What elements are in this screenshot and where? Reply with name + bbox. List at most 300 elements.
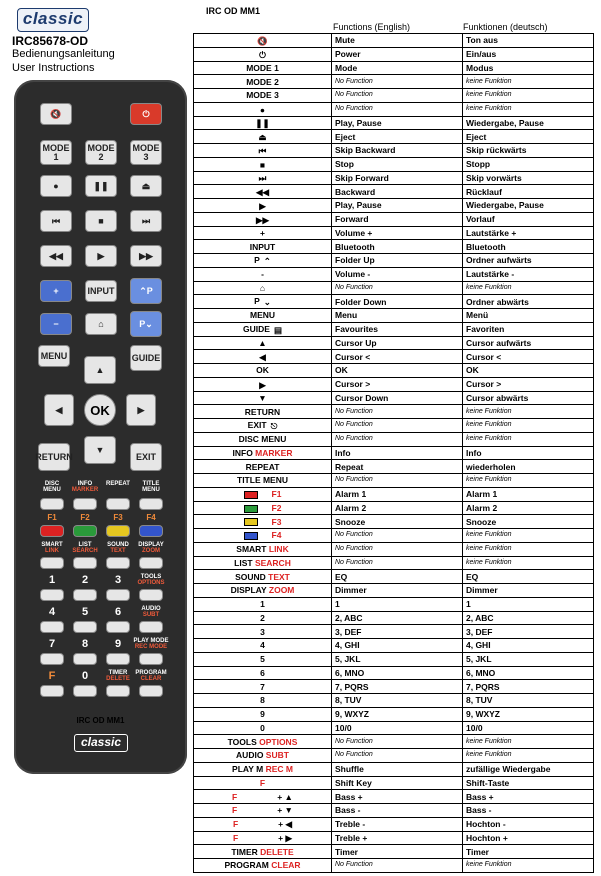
- audio-label-secondary: SUBT: [142, 612, 160, 618]
- table-row: [194, 89, 594, 103]
- key-label: OK: [256, 365, 269, 376]
- table-row: [194, 34, 594, 48]
- function-button-2[interactable]: [106, 498, 130, 510]
- timer-button[interactable]: [106, 685, 130, 697]
- german-function: Cursor abwärts: [463, 391, 594, 405]
- mode-3-button[interactable]: [130, 140, 162, 165]
- number-button-4[interactable]: [40, 621, 64, 633]
- german-function: Rücklauf: [463, 185, 594, 199]
- german-function: Dimmer: [463, 584, 594, 598]
- key-label: 4: [260, 640, 265, 651]
- color-button-2[interactable]: [73, 525, 97, 537]
- table-row: [194, 102, 594, 116]
- key-label: MODE 2: [246, 76, 279, 87]
- english-function: 9, WXYZ: [332, 707, 463, 721]
- key-cell: [194, 281, 332, 295]
- key-label: 1: [260, 599, 265, 610]
- key-label: P: [254, 255, 260, 265]
- table-row: [194, 776, 594, 790]
- number-label: F: [48, 670, 56, 682]
- return-button[interactable]: RETURN: [38, 443, 70, 471]
- english-function: Cursor Up: [332, 336, 463, 350]
- german-function: Bluetooth: [463, 240, 594, 254]
- german-function: Lautstärke +: [463, 226, 594, 240]
- row3-button-0[interactable]: [40, 557, 64, 569]
- english-function: Stop: [332, 157, 463, 171]
- menu-button[interactable]: MENU: [38, 345, 70, 367]
- key-cell: [194, 116, 332, 130]
- row3-label-2-text: SOUND: [107, 542, 129, 548]
- exit-icon: ⎋: [270, 420, 278, 431]
- mode-1-button[interactable]: [40, 140, 72, 165]
- chevron-up-icon: ⌃: [263, 255, 271, 266]
- table-row: [194, 171, 594, 185]
- key-cell: [194, 405, 332, 419]
- key-cell: [194, 185, 332, 199]
- key-cell: [194, 157, 332, 171]
- english-function: No Function: [332, 735, 463, 749]
- key-label: 7: [260, 681, 265, 692]
- f-key-label: F4: [146, 513, 156, 522]
- key-cell: [194, 556, 332, 570]
- key-label: 9: [260, 709, 265, 720]
- play-button[interactable]: ▶: [85, 245, 117, 267]
- german-function: Shift-Taste: [463, 776, 594, 790]
- number-label: 6: [114, 606, 122, 618]
- key-cell: [194, 34, 332, 48]
- german-function: Bass +: [463, 790, 594, 804]
- program-label: [133, 670, 169, 682]
- mode-number: 2: [98, 151, 104, 162]
- fast-forward-button[interactable]: ▶▶: [130, 245, 162, 267]
- table-row: [194, 639, 594, 653]
- key-cell: [194, 845, 332, 859]
- german-function: Hochton -: [463, 817, 594, 831]
- key-label: DISC MENU: [238, 434, 287, 445]
- key-cell: [194, 652, 332, 666]
- english-function: No Function: [332, 474, 463, 488]
- key-label: 6: [260, 667, 265, 678]
- english-function: Backward: [332, 185, 463, 199]
- number-button-F[interactable]: [40, 685, 64, 697]
- key-label: 3: [260, 626, 265, 637]
- table-row: [194, 130, 594, 144]
- table-row: [194, 790, 594, 804]
- german-function: Lautstärke -: [463, 267, 594, 281]
- german-function: Ein/aus: [463, 47, 594, 61]
- table-row: [194, 597, 594, 611]
- german-function: 8, TUV: [463, 694, 594, 708]
- english-function: Cursor >: [332, 377, 463, 391]
- german-function: Menü: [463, 309, 594, 323]
- key-cell: [194, 102, 332, 116]
- german-function: 6, MNO: [463, 666, 594, 680]
- power-button[interactable]: ⏻: [130, 103, 162, 125]
- mode-label: MODE: [42, 142, 70, 153]
- tools-label-text: TOOLS: [140, 574, 162, 580]
- key-label: -: [261, 269, 264, 280]
- german-function: 3, DEF: [463, 625, 594, 639]
- rewind-icon: ◀◀: [255, 187, 270, 197]
- english-function: 8, TUV: [332, 694, 463, 708]
- key-cell: [194, 171, 332, 185]
- german-function: keine Funktion: [463, 419, 594, 433]
- row3-button-3[interactable]: [139, 557, 163, 569]
- german-function: keine Funktion: [463, 75, 594, 89]
- english-function: Play, Pause: [332, 116, 463, 130]
- german-function: Cursor >: [463, 377, 594, 391]
- key-cell: [194, 432, 332, 446]
- play-mode-label-secondary: REC MODE: [134, 644, 168, 650]
- eject-icon: ⏏: [258, 132, 267, 142]
- stop-button[interactable]: ■: [85, 210, 117, 232]
- row1-label-1-secondary: MARKER: [71, 487, 99, 493]
- key-cell: [194, 350, 332, 364]
- table-row: [194, 762, 594, 776]
- english-function: No Function: [332, 75, 463, 89]
- number-button-3[interactable]: [106, 589, 130, 601]
- key-cell: [194, 226, 332, 240]
- key-cell: [194, 721, 332, 735]
- table-row: [194, 267, 594, 281]
- english-function: Cursor <: [332, 350, 463, 364]
- key-cell: [194, 267, 332, 281]
- audio-label: [135, 606, 167, 618]
- key-cell: [194, 446, 332, 460]
- key-label-secondary: ZOOM: [268, 585, 295, 596]
- color-swatch: [244, 505, 258, 513]
- number-button-0[interactable]: [73, 685, 97, 697]
- key-cell: [194, 584, 332, 598]
- table-title: IRC OD MM1: [206, 6, 260, 16]
- volume-up-button[interactable]: +: [40, 280, 72, 302]
- table-row: [194, 419, 594, 433]
- english-function: Bluetooth: [332, 240, 463, 254]
- function-button-0[interactable]: [40, 498, 64, 510]
- page-down-button[interactable]: P⌄: [130, 311, 162, 337]
- key-cell: [194, 61, 332, 75]
- german-function: keine Funktion: [463, 405, 594, 419]
- german-function: 2, ABC: [463, 611, 594, 625]
- key-label-secondary: LINK: [268, 544, 289, 555]
- key-label-secondary: DELETE: [260, 846, 294, 857]
- german-function: 5, JKL: [463, 652, 594, 666]
- cursor-left-button[interactable]: ◀: [44, 394, 74, 426]
- color-button-3[interactable]: [106, 525, 130, 537]
- key-label-secondary: F: [259, 777, 266, 788]
- key-label: DISPLAY: [230, 585, 269, 596]
- number-button-9[interactable]: [106, 653, 130, 665]
- german-function: Modus: [463, 61, 594, 75]
- audio-label-text: AUDIO: [141, 606, 161, 612]
- key-cell: [194, 515, 332, 529]
- number-button-1[interactable]: [40, 589, 64, 601]
- cursor-right-button[interactable]: ▶: [126, 394, 156, 426]
- table-row: [194, 185, 594, 199]
- key-cell: [194, 295, 332, 309]
- cursor-down-button[interactable]: ▼: [84, 436, 116, 464]
- key-label: +: [260, 227, 265, 238]
- row3-label-3-secondary: ZOOM: [142, 548, 160, 554]
- key-cell: [194, 377, 332, 391]
- german-function: keine Funktion: [463, 859, 594, 873]
- german-function: Wiedergabe, Pause: [463, 199, 594, 213]
- key-cell: [194, 391, 332, 405]
- remote-logo: classic: [74, 734, 128, 752]
- number-button-5[interactable]: [73, 621, 97, 633]
- german-function: Alarm 1: [463, 487, 594, 501]
- german-function: Hochton +: [463, 831, 594, 845]
- guide-button[interactable]: GUIDE: [130, 345, 162, 371]
- key-cell: [194, 336, 332, 350]
- german-function: Ordner aufwärts: [463, 254, 594, 268]
- rewind-button[interactable]: ◀◀: [40, 245, 72, 267]
- table-row: [194, 584, 594, 598]
- key-label-secondary: F1: [271, 489, 282, 500]
- german-function: keine Funktion: [463, 89, 594, 103]
- english-function: No Function: [332, 556, 463, 570]
- german-function: Snooze: [463, 515, 594, 529]
- german-function: Wiedergabe, Pause: [463, 116, 594, 130]
- exit-button[interactable]: EXIT: [130, 443, 162, 471]
- german-function: EQ: [463, 570, 594, 584]
- number-button-8[interactable]: [73, 653, 97, 665]
- cursor-down-icon: ▼: [258, 393, 267, 404]
- table-row: [194, 542, 594, 556]
- english-function: Power: [332, 47, 463, 61]
- tools-label-secondary: OPTIONS: [137, 580, 165, 586]
- english-function: Shuffle: [332, 762, 463, 776]
- key-cell: [194, 199, 332, 213]
- function-button-3[interactable]: [139, 498, 163, 510]
- german-function: keine Funktion: [463, 529, 594, 543]
- key-combo: + ◀: [278, 819, 293, 830]
- english-function: OK: [332, 364, 463, 378]
- key-cell: [194, 75, 332, 89]
- key-cell: [194, 804, 332, 818]
- english-function: No Function: [332, 102, 463, 116]
- key-cell: [194, 460, 332, 474]
- fast-forward-icon: ▶▶: [255, 214, 270, 225]
- english-function: Dimmer: [332, 584, 463, 598]
- skip-back-button[interactable]: ⏮: [40, 210, 72, 232]
- english-function: Bass -: [332, 804, 463, 818]
- row3-label-0: [36, 542, 68, 554]
- german-function: Stopp: [463, 157, 594, 171]
- key-label-secondary: F: [232, 805, 238, 816]
- german-function: keine Funktion: [463, 556, 594, 570]
- english-function: Mute: [332, 34, 463, 48]
- column-header-german: Funktionen (deutsch): [463, 22, 548, 32]
- cursor-up-icon: ▲: [258, 338, 267, 349]
- table-row: [194, 377, 594, 391]
- play-icon: ▶: [259, 200, 266, 211]
- power-icon: ⏻: [259, 49, 266, 60]
- key-label: SOUND: [235, 571, 269, 582]
- table-row: [194, 446, 594, 460]
- key-label: MENU: [249, 310, 276, 321]
- key-combo: + ▼: [277, 805, 293, 816]
- color-button-1[interactable]: [40, 525, 64, 537]
- function-button-1[interactable]: [73, 498, 97, 510]
- german-function: OK: [463, 364, 594, 378]
- table-row: [194, 460, 594, 474]
- key-label-secondary: F: [232, 791, 238, 802]
- mute-icon: 🔇: [257, 35, 268, 46]
- mute-button[interactable]: 🔇: [40, 103, 72, 125]
- row3-button-1[interactable]: [73, 557, 97, 569]
- german-function: Alarm 2: [463, 501, 594, 515]
- program-button[interactable]: [139, 685, 163, 697]
- key-cell: [194, 529, 332, 543]
- key-cell: [194, 707, 332, 721]
- row1-label-1-text: INFO: [77, 481, 93, 487]
- english-function: No Function: [332, 542, 463, 556]
- key-cell: [194, 597, 332, 611]
- audio-button[interactable]: [139, 621, 163, 633]
- play-mode-button[interactable]: [139, 653, 163, 665]
- table-row: [194, 804, 594, 818]
- key-label: INFO: [232, 447, 256, 458]
- german-function: 1: [463, 597, 594, 611]
- table-row: [194, 529, 594, 543]
- german-function: zufällige Wiedergabe: [463, 762, 594, 776]
- page-up-button[interactable]: ⌃P: [130, 278, 162, 304]
- german-function: Bass -: [463, 804, 594, 818]
- english-function: No Function: [332, 89, 463, 103]
- english-function: Mode: [332, 61, 463, 75]
- table-row: [194, 556, 594, 570]
- row1-label-0-text: DISC MENU: [43, 481, 61, 493]
- table-row: [194, 309, 594, 323]
- subtitle-english: User Instructions: [12, 62, 95, 74]
- row3-label-2: [102, 542, 134, 554]
- key-label: MODE 3: [246, 90, 279, 101]
- brand-logo: classic: [17, 8, 89, 32]
- skip-forward-button[interactable]: ⏭: [130, 210, 162, 232]
- tools-button[interactable]: [139, 589, 163, 601]
- english-function: No Function: [332, 405, 463, 419]
- table-row: [194, 831, 594, 845]
- german-function: 9, WXYZ: [463, 707, 594, 721]
- number-label: 5: [81, 606, 89, 618]
- key-cell: [194, 749, 332, 763]
- table-row: [194, 652, 594, 666]
- english-function: Eject: [332, 130, 463, 144]
- program-label-text: PROGRAM: [135, 670, 167, 676]
- mode-2-button[interactable]: [85, 140, 117, 165]
- table-row: [194, 240, 594, 254]
- key-cell: [194, 322, 332, 336]
- key-cell: [194, 790, 332, 804]
- english-function: 7, PQRS: [332, 680, 463, 694]
- number-label: 3: [114, 574, 122, 586]
- key-label: SMART: [236, 544, 269, 555]
- german-function: Ton aus: [463, 34, 594, 48]
- number-button-6[interactable]: [106, 621, 130, 633]
- german-function: keine Funktion: [463, 542, 594, 556]
- key-cell: [194, 639, 332, 653]
- english-function: 6, MNO: [332, 666, 463, 680]
- number-button-2[interactable]: [73, 589, 97, 601]
- timer-label-secondary: DELETE: [106, 676, 130, 682]
- pause-button[interactable]: ❚❚: [85, 175, 117, 197]
- key-label: LIST: [234, 557, 255, 568]
- english-function: Volume +: [332, 226, 463, 240]
- english-function: Bass +: [332, 790, 463, 804]
- tools-label: [135, 574, 167, 586]
- english-function: Treble +: [332, 831, 463, 845]
- play-mode-label-text: PLAY MODE: [133, 638, 169, 644]
- chevron-down-icon: ⌄: [263, 297, 271, 307]
- table-row: [194, 432, 594, 446]
- table-row: [194, 157, 594, 171]
- table-row: [194, 405, 594, 419]
- key-cell: [194, 501, 332, 515]
- table-row: [194, 212, 594, 226]
- key-cell: [194, 735, 332, 749]
- english-function: Favourites: [332, 322, 463, 336]
- key-label-secondary: F: [232, 819, 239, 830]
- table-row: [194, 144, 594, 158]
- row3-button-2[interactable]: [106, 557, 130, 569]
- color-swatch: [244, 518, 258, 526]
- cursor-up-button[interactable]: ▲: [84, 356, 116, 384]
- english-function: Folder Up: [332, 254, 463, 268]
- volume-down-button[interactable]: −: [40, 313, 72, 335]
- table-row: [194, 61, 594, 75]
- key-label: MODE 1: [246, 62, 279, 73]
- key-label: 0: [260, 722, 265, 733]
- table-row: [194, 501, 594, 515]
- key-label-secondary: SEARCH: [254, 557, 291, 568]
- timer-label-text: TIMER: [108, 670, 128, 676]
- table-row: [194, 199, 594, 213]
- key-label-secondary: F3: [271, 516, 282, 527]
- english-function: 10/0: [332, 721, 463, 735]
- key-cell: [194, 487, 332, 501]
- row1-label-2-text: REPEAT: [106, 481, 130, 487]
- eject-button[interactable]: ⏏: [130, 175, 162, 197]
- table-row: [194, 487, 594, 501]
- english-function: No Function: [332, 529, 463, 543]
- key-cell: [194, 309, 332, 323]
- color-button-4[interactable]: [139, 525, 163, 537]
- skip-forward-icon: ⏭: [258, 173, 267, 184]
- home-button[interactable]: ⌂: [85, 313, 117, 335]
- cursor-left-icon: ◀: [259, 352, 266, 362]
- number-button-7[interactable]: [40, 653, 64, 665]
- key-cell: [194, 144, 332, 158]
- english-function: Skip Forward: [332, 171, 463, 185]
- table-row: [194, 749, 594, 763]
- english-function: No Function: [332, 859, 463, 873]
- english-function: 4, GHI: [332, 639, 463, 653]
- key-cell: [194, 419, 332, 433]
- german-function: keine Funktion: [463, 474, 594, 488]
- row1-label-3-text: TITLE MENU: [142, 481, 160, 493]
- color-swatch: [244, 491, 258, 499]
- row3-label-1: [69, 542, 101, 554]
- input-button[interactable]: INPUT: [85, 280, 117, 302]
- english-function: 5, JKL: [332, 652, 463, 666]
- ok-button[interactable]: OK: [84, 394, 116, 426]
- key-combo: + ▶: [278, 832, 293, 843]
- record-button[interactable]: ●: [40, 175, 72, 197]
- german-function: Timer: [463, 845, 594, 859]
- english-function: No Function: [332, 749, 463, 763]
- english-function: Menu: [332, 309, 463, 323]
